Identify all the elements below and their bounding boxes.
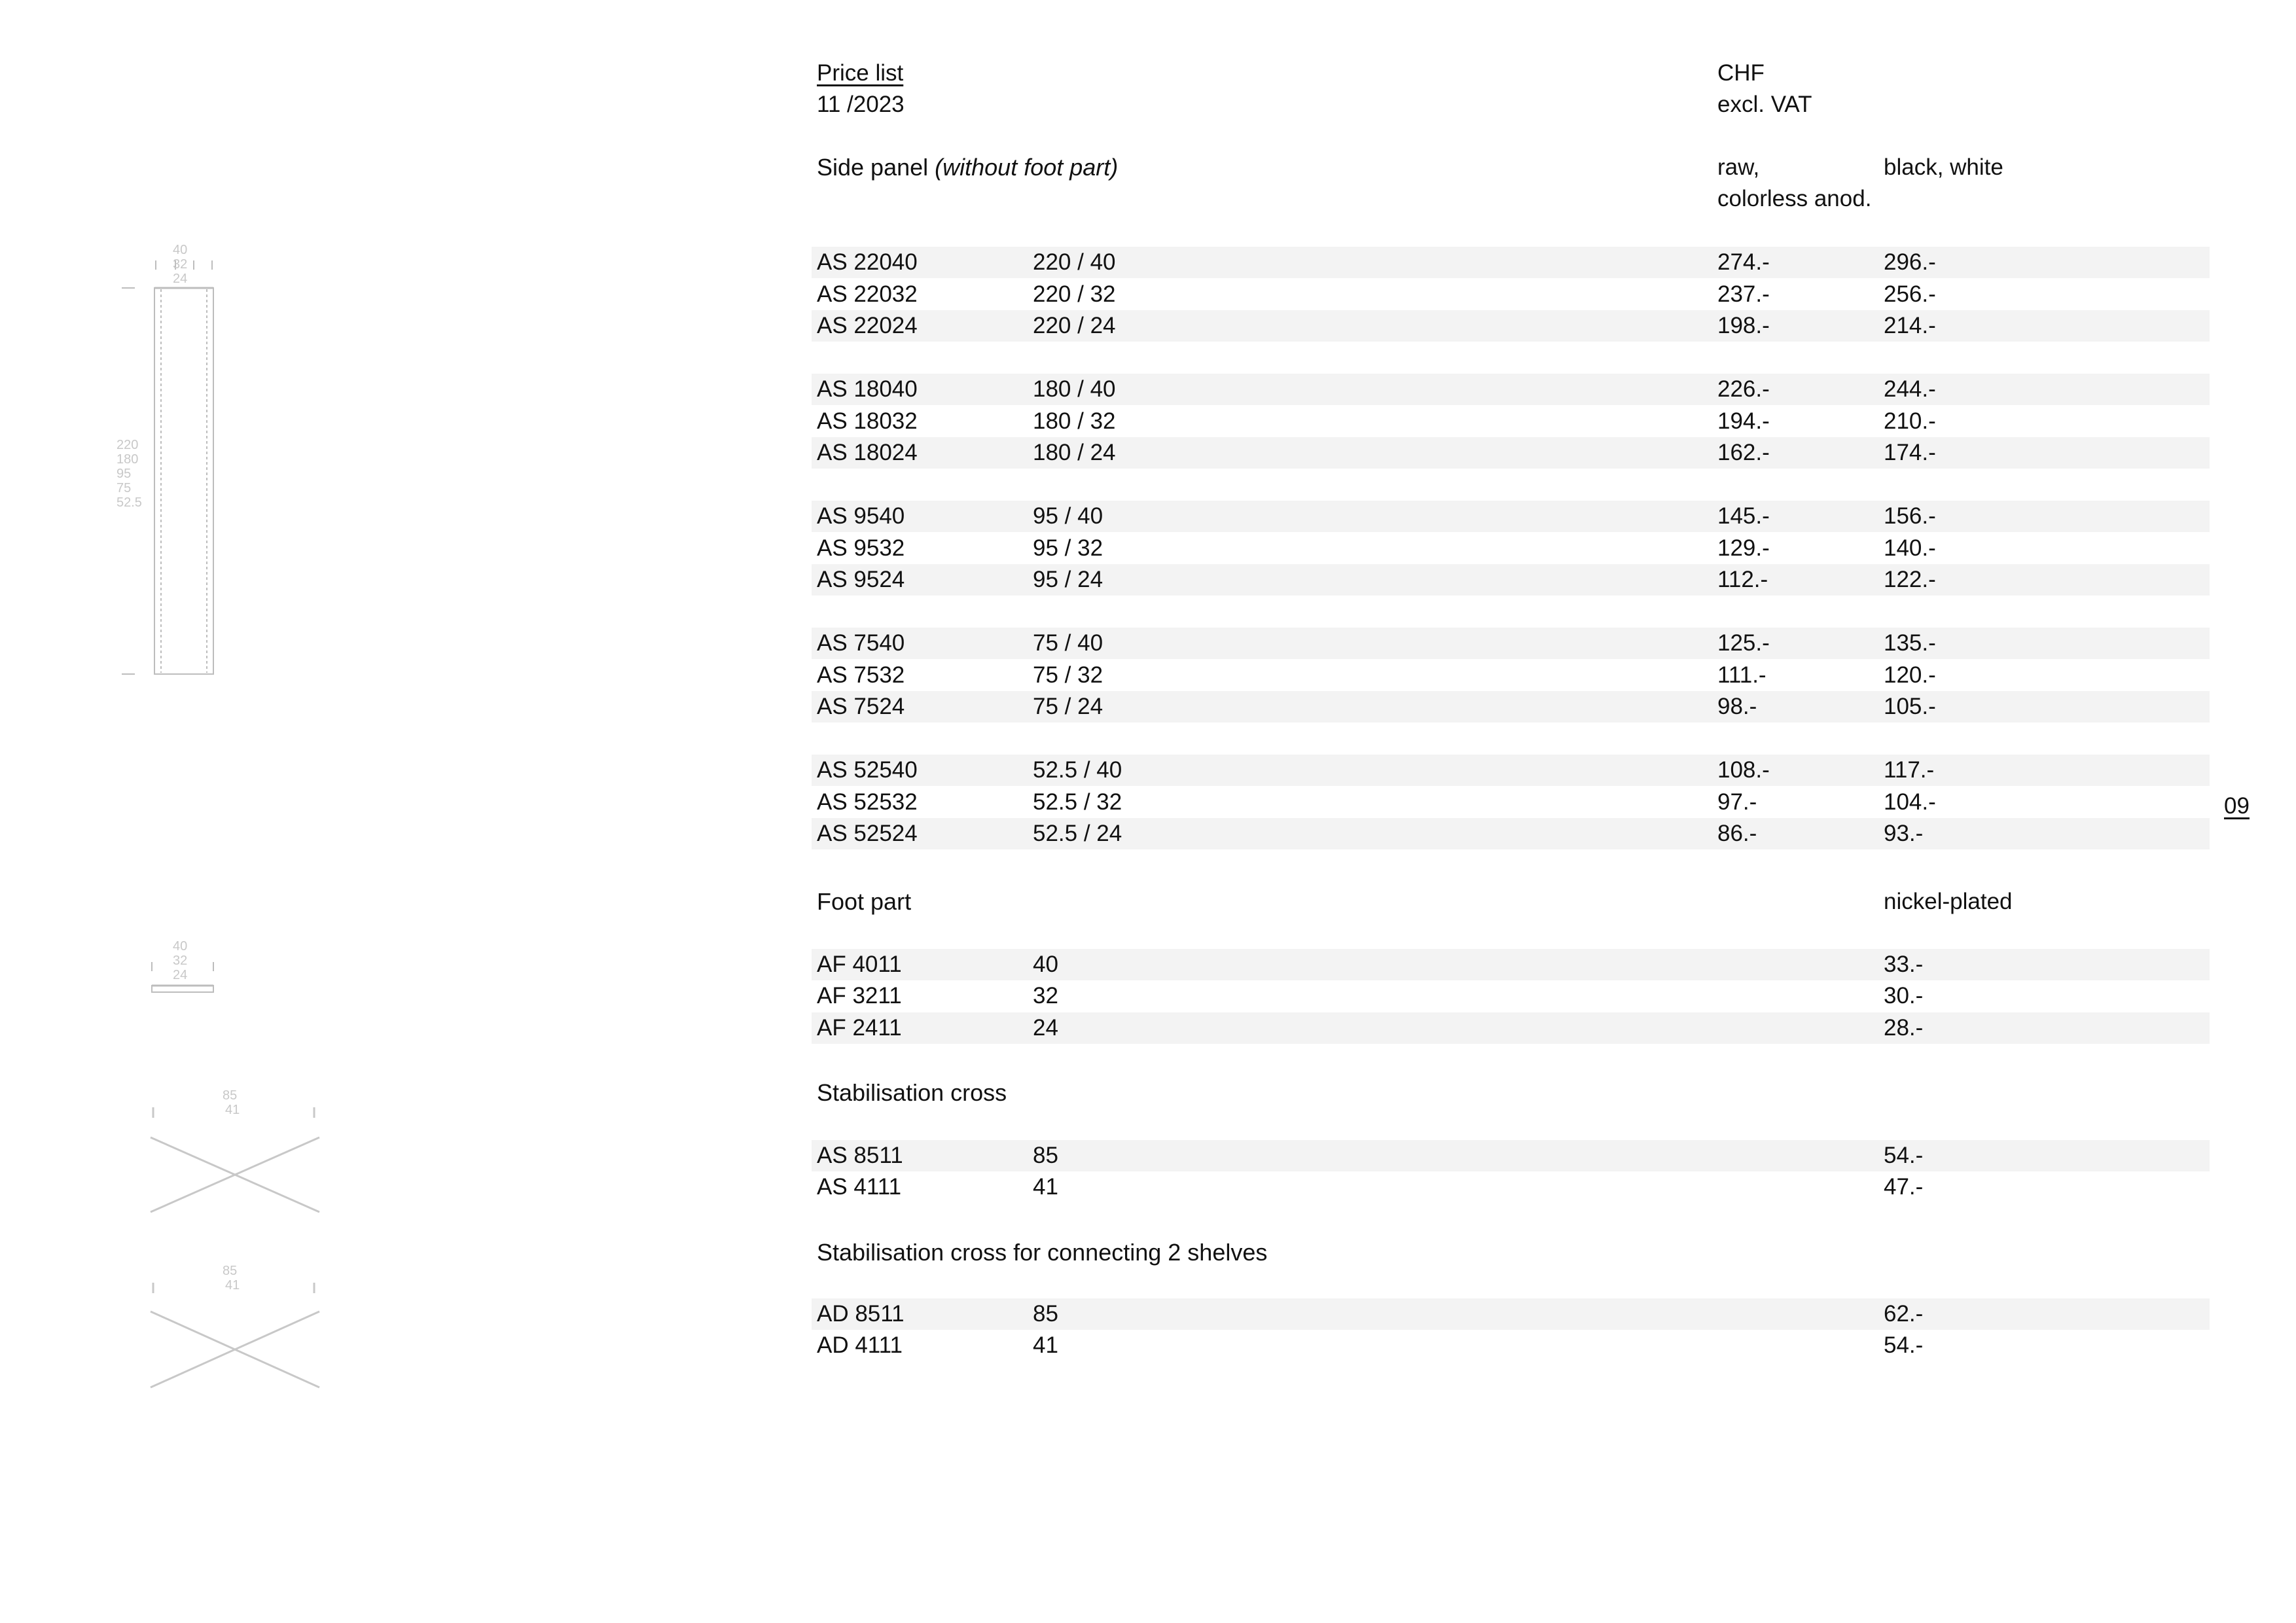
price-raw: 226.- xyxy=(1717,376,1770,402)
side-panel-height-3: 95 xyxy=(117,467,132,481)
price-colored: 140.- xyxy=(1884,535,1936,561)
product-code: AD 8511 xyxy=(817,1301,905,1327)
table-row xyxy=(812,1298,2210,1330)
table-row xyxy=(812,755,2210,786)
foot-part-depth-1: 40 xyxy=(173,939,188,954)
table-row xyxy=(812,787,2210,818)
table-row xyxy=(812,980,2210,1012)
product-code: AS 18040 xyxy=(817,376,918,402)
cross-width-1: 85 xyxy=(223,1088,238,1103)
product-size: 95 / 24 xyxy=(1033,567,1103,592)
price-colored: 54.- xyxy=(1884,1143,1924,1168)
product-code: AF 3211 xyxy=(817,983,902,1008)
price-colored: 28.- xyxy=(1884,1015,1924,1041)
product-code: AF 4011 xyxy=(817,952,902,977)
product-code: AS 22040 xyxy=(817,249,918,275)
product-size: 75 / 40 xyxy=(1033,630,1103,656)
cross-drawing xyxy=(151,1107,319,1212)
product-size: 41 xyxy=(1033,1174,1058,1200)
product-code: AS 52532 xyxy=(817,789,918,815)
side-panel-height-1: 220 xyxy=(117,438,139,452)
product-size: 180 / 32 xyxy=(1033,408,1116,434)
product-code: AS 7540 xyxy=(817,630,905,656)
product-size: 95 / 32 xyxy=(1033,535,1103,561)
price-raw: 274.- xyxy=(1717,249,1770,275)
product-size: 180 / 40 xyxy=(1033,376,1116,402)
page-number: 09 xyxy=(2224,793,2250,819)
product-size: 220 / 40 xyxy=(1033,249,1116,275)
side-panel-depth-2: 32 xyxy=(173,257,188,272)
price-colored: 62.- xyxy=(1884,1301,1924,1327)
product-drawings xyxy=(0,0,393,1440)
cross-width-2: 41 xyxy=(225,1103,240,1117)
price-colored: 104.- xyxy=(1884,789,1936,815)
table-row xyxy=(812,247,2210,278)
price-colored: 30.- xyxy=(1884,983,1924,1008)
price-raw: 108.- xyxy=(1717,757,1770,783)
col-header-nickel: nickel-plated xyxy=(1884,889,2013,914)
price-raw: 237.- xyxy=(1717,281,1770,307)
price-raw: 111.- xyxy=(1717,662,1767,688)
price-colored: 54.- xyxy=(1884,1332,1924,1358)
price-colored: 33.- xyxy=(1884,952,1924,977)
price-colored: 47.- xyxy=(1884,1174,1924,1200)
product-size: 220 / 24 xyxy=(1033,313,1116,338)
col-header-black-white: black, white xyxy=(1884,154,2003,180)
table-row xyxy=(812,1330,2210,1361)
price-colored: 244.- xyxy=(1884,376,1936,402)
product-code: AS 52524 xyxy=(817,821,918,846)
product-size: 85 xyxy=(1033,1301,1058,1327)
product-size: 52.5 / 40 xyxy=(1033,757,1122,783)
price-colored: 120.- xyxy=(1884,662,1936,688)
table-row xyxy=(812,818,2210,849)
currency-label: CHF xyxy=(1717,60,1765,86)
price-raw: 162.- xyxy=(1717,440,1770,465)
price-colored: 122.- xyxy=(1884,567,1936,592)
price-colored: 174.- xyxy=(1884,440,1936,465)
table-row xyxy=(812,437,2210,469)
price-raw: 194.- xyxy=(1717,408,1770,434)
product-code: AS 7524 xyxy=(817,694,905,719)
product-code: AD 4111 xyxy=(817,1332,903,1358)
product-code: AS 9532 xyxy=(817,535,905,561)
table-row xyxy=(812,564,2210,596)
stabilisation-cross-connecting-title: Stabilisation cross for connecting 2 shelves xyxy=(817,1239,1268,1266)
product-size: 220 / 32 xyxy=(1033,281,1116,307)
table-row xyxy=(812,660,2210,691)
table-row xyxy=(812,1140,2210,1171)
side-panel-subtitle: (without foot part) xyxy=(935,154,1119,181)
product-size: 95 / 40 xyxy=(1033,503,1103,529)
vat-note: excl. VAT xyxy=(1717,92,1812,117)
price-colored: 256.- xyxy=(1884,281,1936,307)
price-colored: 105.- xyxy=(1884,694,1936,719)
product-size: 75 / 24 xyxy=(1033,694,1103,719)
price-colored: 93.- xyxy=(1884,821,1924,846)
product-code: AS 18024 xyxy=(817,440,918,465)
product-code: AS 22032 xyxy=(817,281,918,307)
stabilisation-cross-title: Stabilisation cross xyxy=(817,1079,1007,1106)
table-row xyxy=(812,279,2210,310)
price-raw: 86.- xyxy=(1717,821,1757,846)
price-raw: 112.- xyxy=(1717,567,1768,592)
product-code: AS 22024 xyxy=(817,313,918,338)
table-row xyxy=(812,406,2210,437)
table-row xyxy=(812,374,2210,405)
product-code: AS 18032 xyxy=(817,408,918,434)
price-colored: 214.- xyxy=(1884,313,1936,338)
price-raw: 97.- xyxy=(1717,789,1757,815)
foot-part-title: Foot part xyxy=(817,888,912,915)
product-code: AS 9540 xyxy=(817,503,905,529)
table-row xyxy=(812,628,2210,659)
price-colored: 117.- xyxy=(1884,757,1935,783)
col-header-raw: raw, xyxy=(1717,154,1760,180)
product-size: 40 xyxy=(1033,952,1058,977)
price-raw: 129.- xyxy=(1717,535,1770,561)
table-row xyxy=(812,1171,2210,1203)
price-raw: 98.- xyxy=(1717,694,1757,719)
product-size: 41 xyxy=(1033,1332,1058,1358)
side-panel-height-5: 52.5 xyxy=(117,495,142,510)
price-colored: 135.- xyxy=(1884,630,1936,656)
table-row xyxy=(812,691,2210,722)
product-code: AS 4111 xyxy=(817,1174,902,1200)
product-code: AS 7532 xyxy=(817,662,905,688)
price-colored: 296.- xyxy=(1884,249,1936,275)
table-row xyxy=(812,501,2210,532)
product-size: 75 / 32 xyxy=(1033,662,1103,688)
product-size: 180 / 24 xyxy=(1033,440,1116,465)
price-list-date: 11 /2023 xyxy=(817,92,905,117)
product-size: 24 xyxy=(1033,1015,1058,1041)
cross-connecting-width-1: 85 xyxy=(223,1264,238,1278)
side-panel-title: Side panel xyxy=(817,154,929,181)
side-panel-depth-3: 24 xyxy=(173,272,188,286)
product-size: 52.5 / 24 xyxy=(1033,821,1122,846)
table-row xyxy=(812,949,2210,980)
product-code: AS 8511 xyxy=(817,1143,903,1168)
product-size: 32 xyxy=(1033,983,1058,1008)
price-colored: 210.- xyxy=(1884,408,1936,434)
side-panel-drawing xyxy=(122,260,213,674)
product-code: AS 9524 xyxy=(817,567,905,592)
side-panel-height-2: 180 xyxy=(117,452,139,467)
price-colored: 156.- xyxy=(1884,503,1936,529)
product-code: AF 2411 xyxy=(817,1015,902,1041)
table-row xyxy=(812,1012,2210,1044)
product-code: AS 52540 xyxy=(817,757,918,783)
side-panel-heading xyxy=(817,152,1118,183)
foot-part-depth-3: 24 xyxy=(173,968,188,982)
price-raw: 125.- xyxy=(1717,630,1770,656)
side-panel-depth-1: 40 xyxy=(173,243,188,257)
side-panel-height-4: 75 xyxy=(117,481,132,495)
table-row xyxy=(812,310,2210,342)
price-raw: 198.- xyxy=(1717,313,1770,338)
col-header-colorless: colorless anod. xyxy=(1717,186,1872,211)
cross-connecting-drawing xyxy=(151,1283,319,1387)
price-raw: 145.- xyxy=(1717,503,1770,529)
table-row xyxy=(812,533,2210,564)
cross-connecting-width-2: 41 xyxy=(225,1278,240,1293)
price-list-title: Price list xyxy=(817,60,904,86)
product-size: 52.5 / 32 xyxy=(1033,789,1122,815)
foot-part-depth-2: 32 xyxy=(173,954,188,968)
product-size: 85 xyxy=(1033,1143,1058,1168)
